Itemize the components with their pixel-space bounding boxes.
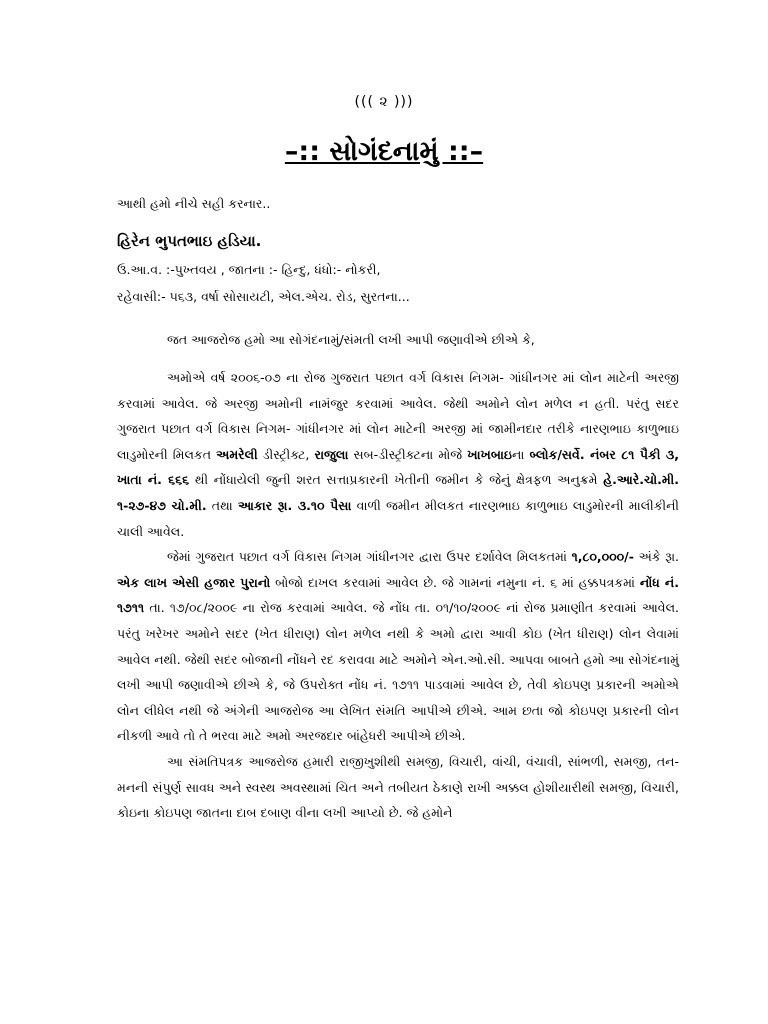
document-body — [117, 365, 679, 826]
text-run: ના — [511, 446, 530, 462]
text-run: તા. ૧૭/૦૮/૨૦૦૯ ના રોજ કરવામાં આવેલ. જે નોંધ તા. ૦૧/૧૦/૨૦૦૯ નાં રોજ પ્રમાણીત કરવામાં આવેલ. પરંતુ ખરેખર અમોને સદર (ખેત ધીરાણ) લોન મળેલ નથી કે અમો દ્વારા આવી કોઇ (ખેત ધીરાણ) લોન લેવામાં આવેલ નથી. જેથી સદર બોજાની નોંધને રદ કરાવવા માટે અમોને એન.ઓ.સી. આપવા બાબતે હમો આ સોગંદનામું લખી આપી જણાવીએ છીએ કે, જે ઉપરોક્ત નોંધ નં. ૧૭૧૧ પાડવામાં આવેલ છે, તેવી કોઇપણ પ્રકારની અમોએ લોન લીધેલ નથી જે અંગેની આજરોજ આ લેખિત સંમતિ આપીએ છીએ. આમ છતા જો કોઇપણ પ્રકારની લોન નીકળી આવે તો તે ભરવા માટે અમો અરજદાર બાંહેધરી આપીએ છીએ. — [117, 600, 679, 744]
text-run: જેમાં ગુજરાત પછાત વર્ગ વિકાસ નિગમ ગાંધીનગર દ્વારા ઉપર દર્શાવેલ મિલકતમાં — [167, 549, 572, 565]
text-run: તથા — [206, 497, 238, 513]
bold-village: ખાખબાઇ — [467, 446, 512, 462]
text-run: ડીસ્ટ્રીક્ટ, — [257, 446, 315, 462]
paragraph-encumbrance — [117, 544, 679, 749]
bold-area: હે.આરે.ચો.મી. ૧-૨૭-૪૭ ચો.મી. — [117, 472, 679, 513]
bold-entry-number: નોંધ નં. ૧૭૧૧ — [117, 574, 679, 616]
document-title: –:: સોગંદનામું ::– — [284, 136, 484, 167]
deponent-name: હિરેન ભુપતભાઇ હડિયા. — [117, 232, 262, 250]
text-run: અમોએ વર્ષ ૨૦૦૬-૦૭ ના રોજ ગુજરાત પછાત વર્ગ વિકાસ નિગમ- ગાંધીનગર માં લોન માટેની અરજી કરવામાં આવેલ. જે અરજી અમોની નામંજુર કરવામાં આવેલ. જેથી અમોને લોન મળેલ ન હતી. પરંતુ સદર ગુજરાત પછાત વર્ગ વિકાસ નિગમ- ગાંધીનગર માં લોન માટેની અરજી માં જામીનદાર તરીકે નારણભાઇ કાળુભાઇ લાડુમોરની મિલકત — [117, 370, 679, 462]
text-run: સબ-ડીસ્ટ્રીક્ટના મોજે — [348, 446, 468, 462]
text-run: અંકે રૂા. — [633, 549, 679, 565]
bold-district: અમરેલી — [216, 446, 258, 462]
paragraph-loan-history — [117, 365, 679, 544]
text-run: થી નોંધાયેલી જુની શરત સત્તાપ્રકારની ખેતીની જમીન કે જેનું ક્ષેત્રફળ અનુક્રમે — [189, 472, 604, 488]
bold-amount-words: એક લાખ એસી હજાર પુરાનો — [117, 574, 271, 590]
text-run: વાળી જમીન મીલકત નારણભાઇ કાળુભાઇ લાડુમોરની માલીકીની ચાલી આવેલ. — [117, 497, 680, 539]
page-number: ((( ૨ ))) — [354, 94, 414, 110]
bold-amount: ૧,૮૦,૦૦૦/- — [571, 549, 634, 565]
declaration-line: જત આજરોજ હમો આ સોગંદનામું/સંમતી લખી આપી જણાવીએ છીએ કે, — [167, 332, 535, 347]
bold-survey-number: બ્લોક/સર્વે. નંબર ૮૧ પૈકી ૩, ખાતા નં. ૬૬૬ — [117, 446, 679, 488]
deponent-address: રહેવાસી:- ૫૬૩, વર્ષા સોસાયટી, એલ.એચ. રોડ, સુરતના... — [117, 289, 410, 304]
intro-line: આથી હમો નીચે સહી કરનાર.. — [117, 196, 271, 211]
bold-subdistrict: રાજુલા — [314, 446, 349, 462]
bold-assessment: આકાર રૂા. ૩.૧૦ પૈસા — [237, 497, 352, 513]
deponent-details: ઉ.આ.વ. :-પુખ્તવય , જાતના :- હિન્દુ, ધંધો:- નોકરી, — [117, 262, 381, 277]
paragraph-consent: આ સંમતિપત્રક આજરોજ હમારી રાજીખુશીથી સમજી, વિચારી, વાંચી, વંચાવી, સાંભળી, સમજી, તન-મનની સંપુર્ણ સાવધ અને સ્વસ્થ અવસ્થામાં ચિત અને તબીયત ઠેકાણે રાખી અક્કલ હોશીયારીથી સમજી, વિચારી, કોઇના કોઇપણ જાતના દાબ દબાણ વીના લખી આપ્યો છે. જે હમોને — [117, 753, 679, 821]
text-run: બોજો દાખલ કરવામાં આવેલ છે. જે ગામનાં નમુના નં. ૬ માં હક્કપત્રકમાં — [270, 574, 640, 590]
